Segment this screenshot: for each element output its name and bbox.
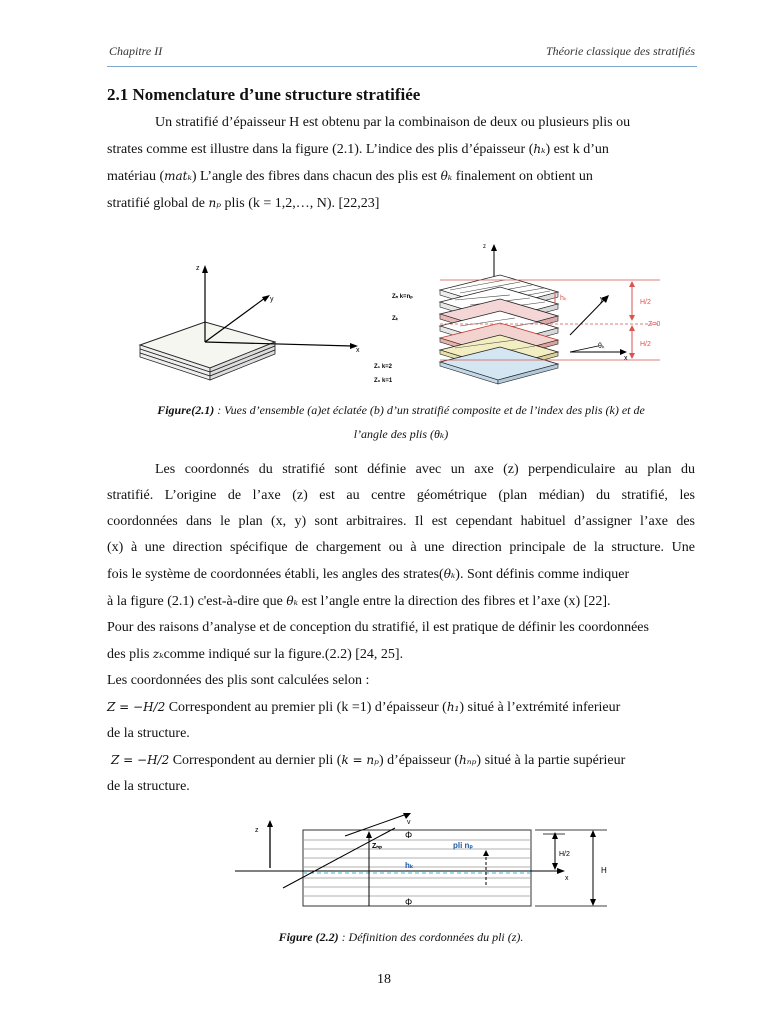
svg-text:θₖ: θₖ xyxy=(598,343,605,350)
section-title: 2.1 Nomenclature d’une structure stratifiée xyxy=(107,85,421,104)
paragraph-intro xyxy=(107,110,695,217)
text-line: coordonnées dans le plan (x, y) sont arbitraires. Il est cependant habituel d’assigner l’axe des xyxy=(107,514,695,529)
text-line: strates comme est illustre dans la figure (2.1). L’indice des plis d’épaisseur (hₖ) est k d’un xyxy=(107,142,609,157)
header-chapter: Chapitre II xyxy=(109,44,163,58)
phi-symbol-bottom: Φ xyxy=(405,897,413,907)
figure-2-2-caption: Figure (2.2) : Définition des cordonnées du pli (z). xyxy=(278,930,524,944)
page-number: 18 xyxy=(377,972,391,987)
text-line: fois le système de coordonnées établi, les angles des strates(θₖ). Sont définis comme indiquer xyxy=(107,567,630,582)
svg-text:H: H xyxy=(601,866,607,875)
svg-text:x: x xyxy=(356,347,360,354)
text-line: stratifié. L’origine de l’axe (z) est au centre géométrique (plan médian) du stratifié, les xyxy=(107,488,695,503)
svg-text:y: y xyxy=(600,296,604,303)
svg-text:z: z xyxy=(255,827,259,834)
svg-text:x: x xyxy=(624,355,628,362)
svg-text:z: z xyxy=(483,244,486,250)
svg-text:y: y xyxy=(270,296,274,303)
text-line: de la structure. xyxy=(107,726,190,741)
svg-text:hₖ: hₖ xyxy=(405,861,414,870)
text-line: à la figure (2.1) c'est-à-dire que θₖ est l’angle entre la direction des fibres et l’axe (x) [22]. xyxy=(107,594,611,609)
svg-text:Z=0: Z=0 xyxy=(648,321,661,328)
text-line: des plis zₖcomme indiqué sur la figure.(2.2) [24, 25]. xyxy=(107,647,404,662)
svg-text:H/2: H/2 xyxy=(559,851,570,858)
header-divider xyxy=(107,66,697,67)
svg-text:H/2: H/2 xyxy=(640,299,651,306)
text-line: stratifié global de nₚ plis (k = 1,2,…, N). [22,23] xyxy=(107,196,380,211)
figure-2-2 xyxy=(235,808,635,918)
text-line: Z = −H/2 Correspondent au premier pli (k =1) d’épaisseur (h₁) situé à l’extrémité inferieur xyxy=(107,700,621,715)
svg-text:z: z xyxy=(196,265,200,272)
text-line: Les coordonnés du stratifié sont définie avec un axe (z) perpendiculaire au plan du xyxy=(155,462,695,477)
header-title: Théorie classique des stratifiés xyxy=(546,44,695,58)
svg-text:Z₁ k=2: Z₁ k=2 xyxy=(374,364,392,370)
phi-symbol-top: Φ xyxy=(405,830,413,840)
laminate-simple-view xyxy=(140,265,360,380)
svg-text:pli nₚ: pli nₚ xyxy=(453,841,473,850)
text-line: de la structure. xyxy=(107,779,190,794)
figure-2-1 xyxy=(130,240,690,390)
laminate-exploded-view xyxy=(374,244,660,384)
text-line: (x) à une direction spécifique de chargement ou à une direction principale de la structure. Une xyxy=(107,540,695,555)
svg-text:Z₀ k=1: Z₀ k=1 xyxy=(374,378,393,384)
svg-text:Zₙ k=nₚ: Zₙ k=nₚ xyxy=(392,294,413,300)
text-line: Les coordonnées des plis sont calculées selon : xyxy=(107,673,370,688)
text-line: Pour des raisons d’analyse et de conception du stratifié, il est pratique de définir les coordonnées xyxy=(107,620,649,635)
figure-2-1-caption: Figure(2.1) : Vues d’ensemble (a)et éclatée (b) d’un stratifié composite et de l’index des plis (k) et de l’angle des plis (θₖ) xyxy=(157,403,645,441)
text-line: matériau (matₖ) L’angle des fibres dans chacun des plis est θₖ finalement on obtient un xyxy=(107,169,593,184)
svg-text:Zₙₚ: Zₙₚ xyxy=(372,843,383,850)
svg-text:H/2: H/2 xyxy=(640,341,651,348)
text-line: Z = −H/2 Correspondent au dernier pli (k = nₚ) d’épaisseur (hₙₚ) situé à la partie supérieur xyxy=(111,753,626,768)
paragraph-coordinates xyxy=(107,457,695,800)
svg-text:x: x xyxy=(565,875,569,882)
svg-text:v: v xyxy=(407,819,411,826)
svg-text:hₖ: hₖ xyxy=(560,295,567,302)
svg-text:Zₖ: Zₖ xyxy=(392,316,399,322)
text-line: Un stratifié d’épaisseur H est obtenu par la combinaison de deux ou plusieurs plis ou xyxy=(155,115,631,130)
